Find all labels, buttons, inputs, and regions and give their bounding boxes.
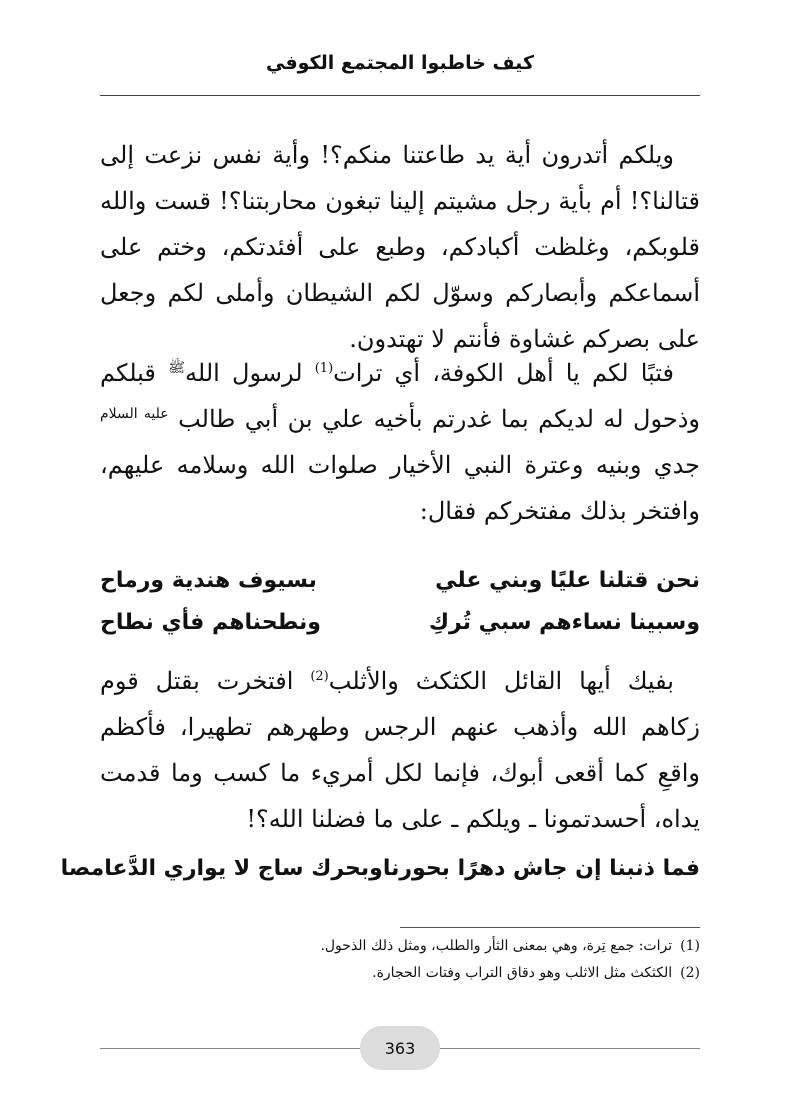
footnote-divider xyxy=(400,927,700,928)
footnotes xyxy=(100,933,700,987)
footnote-2-text: الكثكث مثل الاثلب وهو دقاق التراب وفتات الحجارة. xyxy=(372,965,673,981)
verse-1-line-2-first-hemistich: وسبينا نساءهم سبي تُركِ xyxy=(428,610,700,635)
verse-1-line-1-first-hemistich: نحن قتلنا عليًا وبني علي xyxy=(435,568,700,593)
paragraph-1 xyxy=(100,132,700,362)
verse-1-line-2-second-hemistich: ونطحناهم فأي نطاح xyxy=(100,610,321,635)
footnote-2 xyxy=(100,960,700,987)
verse-1-line-1-second-hemistich: بسيوف هندية ورماح xyxy=(100,568,317,593)
footnote-2-number: (2) xyxy=(680,965,700,981)
verse-2 xyxy=(60,856,700,881)
paragraph-3-text xyxy=(100,658,700,842)
footnote-ref-1: (1) xyxy=(314,361,334,376)
paragraph-3-part-2: افتخرت بقتل قوم زكاهم الله وأذهب عنهم الرجس وطهرهم تطهيرا، فأكظم واقعِ كما أقعى أبوك، فإنما لكل أمريء ما كسب وما قدمت يداه، أحسدتمونا ـ ويلكم ـ على ما فضلنا الله؟! xyxy=(100,667,700,833)
verse-1-line-2 xyxy=(100,610,700,635)
salawat-symbol: ﷺ xyxy=(168,360,186,376)
alayhis-salam-symbol: عليه السلام xyxy=(100,406,169,422)
paragraph-1-text: ويلكم أتدرون أية يد طاعتنا منكم؟! وأية نفس نزعت إلى قتالنا؟! أم بأية رجل مشيتم إلينا تبغون محاربتنا؟! قست والله قلوبكم، وغلظت أكبادكم، وطبع على أفئدتكم، وختم على أسماعكم وأبصاركم وسوّل لكم الشيطان وأملى لكم وجعل على بصركم غشاوة فأنتم لا تهتدون. xyxy=(100,141,700,353)
verse-1-line-1 xyxy=(100,568,700,593)
paragraph-2-part-4: جدي وبنيه وعترة النبي الأخيار صلوات الله وسلامه عليهم، وافتخر بذلك مفتخركم فقال: xyxy=(100,451,700,525)
paragraph-3-part-1: بفيك أيها القائل الكثكث والأثلب xyxy=(328,667,674,695)
paragraph-3 xyxy=(100,658,700,842)
footnote-1-number: (1) xyxy=(680,938,700,954)
verse-2-first-hemistich: فما ذنبنا إن جاش دهرًا بحورنا xyxy=(382,856,700,881)
paragraph-2 xyxy=(100,350,700,534)
verse-2-second-hemistich: وبحرك ساج لا يواري الدَّعامصا xyxy=(60,856,383,881)
footnote-ref-2: (2) xyxy=(310,669,329,684)
page-number-rule-right xyxy=(440,1048,700,1049)
paragraph-2-part-3: قبلكم وذحول له لديكم بما غدرتم بأخيه علي بن أبي طالب xyxy=(100,359,700,433)
page-number: 363 xyxy=(360,1026,440,1070)
paragraph-2-part-2: لرسول الله xyxy=(185,359,315,387)
page-number-rule-left xyxy=(100,1048,360,1049)
running-head-title: كيف خاطبوا المجتمع الكوفي xyxy=(265,52,534,74)
header-divider xyxy=(100,95,700,96)
footnote-1 xyxy=(100,933,700,960)
footnote-1-text: ترات: جمع تِرة، وهي بمعنى الثأر والطلب، ومثل ذلك الذحول. xyxy=(320,938,673,954)
paragraph-2-text xyxy=(100,350,700,534)
paragraph-2-part-1: فتبًا لكم يا أهل الكوفة، أي ترات xyxy=(333,359,675,387)
